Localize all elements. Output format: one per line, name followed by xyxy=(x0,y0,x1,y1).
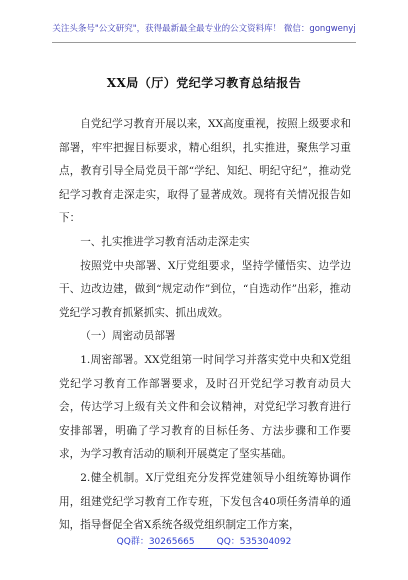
paragraph-intro: 自党纪学习教育开展以来，XX高度重视，按照上级要求和部署，牢牢把握目标要求，精心组织，扎实推进，聚焦学习重点，教育引导全局党员干部“学纪、知纪、明纪守纪”，推动党纪学习教育走深走实，取得了显著成效。现将有关情况报告如下： xyxy=(59,118,351,225)
header-note: 关注头条号"公文研究"，获得最新最全最专业的公文资料库！ 微信：gongwenyj xyxy=(52,24,356,34)
subsection-heading-1: （一）周密动员部署 xyxy=(80,330,176,343)
footer-qq: QQ：535304092 xyxy=(216,537,292,547)
footer-contact xyxy=(0,534,408,547)
footer-qq-group: QQ群：30265665 xyxy=(116,537,195,547)
header-divider xyxy=(52,42,356,43)
document-body xyxy=(59,113,351,538)
footer-underline xyxy=(148,548,268,549)
paragraph-item-1: 1.周密部署。XX党组第一时间学习并落实党中央和X党组党纪学习教育工作部署要求，及时召开党纪学习教育动员大会，传达学习上级有关文件和会议精神，对党纪学习教育进行安排部署，明确了学习教育的目标任务、方法步骤和工作要求，为学习教育活动的顺利开展奠定了坚实基础。 xyxy=(59,353,351,461)
paragraph-item-2: 2.健全机制。X厅党组充分发挥党建领导小组统筹协调作用，组建党纪学习教育工作专班，下发包含40项任务清单的通知，指导督促全省X系统各级党组织制定工作方案， xyxy=(59,471,351,532)
section-heading-1: 一、扎实推进学习教育活动走深走实 xyxy=(80,235,250,248)
document-title: XX局（厅）党纪学习教育总结报告 xyxy=(106,76,302,90)
paragraph-section-1: 按照党中央部署、X厅党组要求，坚持学懂悟实、边学边干、边改边建，做到“规定动作”到位，“自选动作”出彩，推动党纪学习教育抓紧抓实、抓出成效。 xyxy=(59,259,351,319)
